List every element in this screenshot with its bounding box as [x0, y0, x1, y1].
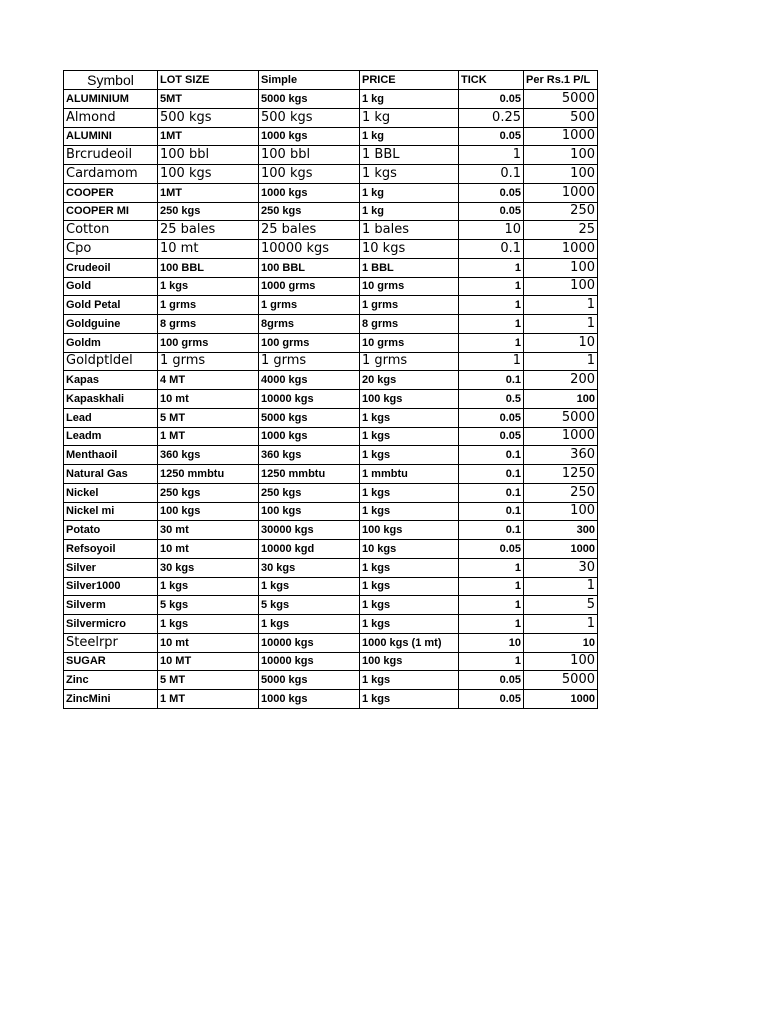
cell-symbol: Almond	[64, 108, 158, 127]
cell-lot-size: 5 MT	[158, 671, 259, 690]
table-row	[64, 558, 598, 577]
cell-per-pl: 1	[524, 352, 598, 371]
cell-per-pl: 1000	[524, 183, 598, 202]
cell-symbol: Goldguine	[64, 315, 158, 334]
cell-lot-size: 4 MT	[158, 371, 259, 390]
cell-tick: 0.1	[459, 521, 524, 540]
table-row	[64, 652, 598, 671]
cell-lot-size: 8 grms	[158, 315, 259, 334]
cell-lot-size: 1 grms	[158, 352, 259, 371]
cell-per-pl: 500	[524, 108, 598, 127]
cell-per-pl: 1	[524, 296, 598, 315]
cell-lot-size: 100 bbl	[158, 146, 259, 165]
cell-symbol: Goldm	[64, 333, 158, 352]
cell-tick: 0.25	[459, 108, 524, 127]
cell-simple: 250 kgs	[259, 483, 360, 502]
cell-per-pl: 200	[524, 371, 598, 390]
cell-lot-size: 5 kgs	[158, 596, 259, 615]
cell-price: 1 kg	[360, 202, 459, 221]
cell-price: 100 kgs	[360, 652, 459, 671]
cell-price: 1 BBL	[360, 146, 459, 165]
cell-tick: 1	[459, 596, 524, 615]
cell-simple: 100 BBL	[259, 258, 360, 277]
cell-lot-size: 10 mt	[158, 540, 259, 559]
cell-tick: 1	[459, 258, 524, 277]
table-row	[64, 315, 598, 334]
cell-per-pl: 250	[524, 483, 598, 502]
cell-tick: 10	[459, 633, 524, 652]
cell-lot-size: 1 kgs	[158, 615, 259, 634]
cell-simple: 5000 kgs	[259, 408, 360, 427]
cell-per-pl: 5	[524, 596, 598, 615]
table-row	[64, 127, 598, 146]
cell-per-pl: 100	[524, 652, 598, 671]
table-row	[64, 296, 598, 315]
table-row	[64, 108, 598, 127]
cell-tick: 1	[459, 352, 524, 371]
cell-simple: 10000 kgs	[259, 390, 360, 409]
cell-price: 20 kgs	[360, 371, 459, 390]
cell-lot-size: 1MT	[158, 127, 259, 146]
cell-tick: 1	[459, 558, 524, 577]
cell-per-pl: 100	[524, 390, 598, 409]
cell-simple: 10000 kgs	[259, 633, 360, 652]
cell-price: 1000 kgs (1 mt)	[360, 633, 459, 652]
cell-price: 100 kgs	[360, 521, 459, 540]
cell-tick: 0.05	[459, 90, 524, 109]
cell-simple: 8grms	[259, 315, 360, 334]
cell-simple: 1 grms	[259, 296, 360, 315]
table-row	[64, 165, 598, 184]
table-row	[64, 577, 598, 596]
commodity-table	[63, 70, 598, 709]
cell-per-pl: 5000	[524, 671, 598, 690]
table-row	[64, 427, 598, 446]
cell-per-pl: 5000	[524, 90, 598, 109]
cell-symbol: Silver	[64, 558, 158, 577]
cell-simple: 1000 kgs	[259, 690, 360, 709]
cell-per-pl: 100	[524, 502, 598, 521]
cell-per-pl: 1000	[524, 540, 598, 559]
header-per-pl: Per Rs.1 P/L	[524, 71, 598, 90]
cell-tick: 1	[459, 146, 524, 165]
cell-symbol: Menthaoil	[64, 446, 158, 465]
table-row	[64, 333, 598, 352]
cell-price: 1 kgs	[360, 558, 459, 577]
cell-simple: 25 bales	[259, 221, 360, 240]
cell-price: 10 kgs	[360, 540, 459, 559]
cell-symbol: Brcrudeoil	[64, 146, 158, 165]
cell-price: 1 kg	[360, 90, 459, 109]
cell-tick: 0.1	[459, 446, 524, 465]
cell-price: 10 kgs	[360, 240, 459, 259]
table-row	[64, 633, 598, 652]
cell-symbol: Steelrpr	[64, 633, 158, 652]
cell-simple: 30 kgs	[259, 558, 360, 577]
cell-price: 1 kgs	[360, 446, 459, 465]
cell-symbol: COOPER	[64, 183, 158, 202]
cell-price: 1 kgs	[360, 502, 459, 521]
cell-price: 1 bales	[360, 221, 459, 240]
cell-price: 1 kgs	[360, 483, 459, 502]
cell-simple: 30000 kgs	[259, 521, 360, 540]
cell-simple: 10000 kgs	[259, 240, 360, 259]
cell-symbol: Nickel mi	[64, 502, 158, 521]
cell-simple: 250 kgs	[259, 202, 360, 221]
cell-lot-size: 100 grms	[158, 333, 259, 352]
header-simple: Simple	[259, 71, 360, 90]
cell-simple: 4000 kgs	[259, 371, 360, 390]
cell-lot-size: 30 mt	[158, 521, 259, 540]
cell-simple: 10000 kgs	[259, 652, 360, 671]
table-row	[64, 240, 598, 259]
cell-per-pl: 1000	[524, 427, 598, 446]
cell-tick: 0.05	[459, 202, 524, 221]
cell-per-pl: 5000	[524, 408, 598, 427]
cell-lot-size: 100 BBL	[158, 258, 259, 277]
cell-per-pl: 1000	[524, 240, 598, 259]
table-row	[64, 183, 598, 202]
cell-simple: 5 kgs	[259, 596, 360, 615]
cell-tick: 0.05	[459, 690, 524, 709]
header-row	[64, 71, 598, 90]
cell-symbol: Leadm	[64, 427, 158, 446]
cell-simple: 5000 kgs	[259, 671, 360, 690]
table-row	[64, 615, 598, 634]
cell-tick: 1	[459, 277, 524, 296]
cell-lot-size: 25 bales	[158, 221, 259, 240]
cell-tick: 0.1	[459, 465, 524, 484]
cell-price: 1 BBL	[360, 258, 459, 277]
cell-lot-size: 1 kgs	[158, 577, 259, 596]
cell-price: 1 kg	[360, 127, 459, 146]
cell-simple: 100 kgs	[259, 165, 360, 184]
cell-simple: 360 kgs	[259, 446, 360, 465]
cell-symbol: ALUMINIUM	[64, 90, 158, 109]
cell-price: 1 grms	[360, 352, 459, 371]
table-row	[64, 596, 598, 615]
cell-tick: 0.05	[459, 427, 524, 446]
cell-tick: 1	[459, 296, 524, 315]
cell-lot-size: 30 kgs	[158, 558, 259, 577]
cell-symbol: Kapaskhali	[64, 390, 158, 409]
table-row	[64, 483, 598, 502]
cell-lot-size: 1 MT	[158, 427, 259, 446]
cell-lot-size: 1MT	[158, 183, 259, 202]
cell-tick: 0.05	[459, 408, 524, 427]
cell-symbol: Kapas	[64, 371, 158, 390]
cell-symbol: Cotton	[64, 221, 158, 240]
cell-per-pl: 300	[524, 521, 598, 540]
cell-symbol: Zinc	[64, 671, 158, 690]
cell-price: 1 kgs	[360, 690, 459, 709]
cell-tick: 0.5	[459, 390, 524, 409]
cell-lot-size: 1250 mmbtu	[158, 465, 259, 484]
cell-tick: 0.1	[459, 165, 524, 184]
cell-simple: 100 kgs	[259, 502, 360, 521]
cell-tick: 0.1	[459, 240, 524, 259]
cell-per-pl: 1000	[524, 127, 598, 146]
table-row	[64, 446, 598, 465]
cell-tick: 1	[459, 315, 524, 334]
cell-price: 1 grms	[360, 296, 459, 315]
cell-simple: 1000 kgs	[259, 427, 360, 446]
cell-per-pl: 1	[524, 315, 598, 334]
cell-tick: 1	[459, 577, 524, 596]
cell-symbol: Silver1000	[64, 577, 158, 596]
cell-symbol: Gold Petal	[64, 296, 158, 315]
cell-symbol: ALUMINI	[64, 127, 158, 146]
cell-per-pl: 25	[524, 221, 598, 240]
cell-simple: 100 grms	[259, 333, 360, 352]
cell-symbol: Crudeoil	[64, 258, 158, 277]
cell-lot-size: 1 MT	[158, 690, 259, 709]
table-row	[64, 258, 598, 277]
cell-price: 1 kgs	[360, 596, 459, 615]
cell-price: 1 kg	[360, 183, 459, 202]
cell-per-pl: 360	[524, 446, 598, 465]
cell-price: 1 kgs	[360, 577, 459, 596]
cell-per-pl: 100	[524, 277, 598, 296]
cell-tick: 0.05	[459, 183, 524, 202]
cell-symbol: Goldptldel	[64, 352, 158, 371]
cell-symbol: Silverm	[64, 596, 158, 615]
cell-simple: 1000 kgs	[259, 183, 360, 202]
cell-per-pl: 100	[524, 258, 598, 277]
cell-symbol: Silvermicro	[64, 615, 158, 634]
cell-per-pl: 1	[524, 615, 598, 634]
table-row	[64, 408, 598, 427]
table-row	[64, 690, 598, 709]
cell-price: 1 kgs	[360, 615, 459, 634]
cell-simple: 1000 grms	[259, 277, 360, 296]
cell-simple: 500 kgs	[259, 108, 360, 127]
cell-tick: 0.05	[459, 127, 524, 146]
cell-price: 1 kg	[360, 108, 459, 127]
table-row	[64, 202, 598, 221]
cell-simple: 1 grms	[259, 352, 360, 371]
cell-per-pl: 10	[524, 633, 598, 652]
cell-lot-size: 10 mt	[158, 390, 259, 409]
cell-lot-size: 100 kgs	[158, 165, 259, 184]
cell-per-pl: 250	[524, 202, 598, 221]
cell-simple: 1000 kgs	[259, 127, 360, 146]
cell-price: 10 grms	[360, 333, 459, 352]
cell-tick: 0.05	[459, 540, 524, 559]
cell-lot-size: 10 mt	[158, 240, 259, 259]
header-tick: TICK	[459, 71, 524, 90]
table-row	[64, 277, 598, 296]
cell-symbol: ZincMini	[64, 690, 158, 709]
cell-simple: 1250 mmbtu	[259, 465, 360, 484]
cell-symbol: Potato	[64, 521, 158, 540]
cell-lot-size: 10 MT	[158, 652, 259, 671]
cell-price: 8 grms	[360, 315, 459, 334]
cell-price: 1 kgs	[360, 165, 459, 184]
table-row	[64, 146, 598, 165]
cell-per-pl: 10	[524, 333, 598, 352]
cell-lot-size: 100 kgs	[158, 502, 259, 521]
cell-tick: 0.05	[459, 671, 524, 690]
cell-price: 1 kgs	[360, 427, 459, 446]
cell-symbol: COOPER MI	[64, 202, 158, 221]
cell-simple: 5000 kgs	[259, 90, 360, 109]
table-row	[64, 671, 598, 690]
table-row	[64, 390, 598, 409]
cell-tick: 0.1	[459, 371, 524, 390]
table-row	[64, 465, 598, 484]
cell-price: 1 kgs	[360, 408, 459, 427]
cell-tick: 10	[459, 221, 524, 240]
cell-tick: 0.1	[459, 483, 524, 502]
cell-lot-size: 1 kgs	[158, 277, 259, 296]
cell-simple: 100 bbl	[259, 146, 360, 165]
cell-per-pl: 1250	[524, 465, 598, 484]
cell-price: 10 grms	[360, 277, 459, 296]
cell-price: 1 kgs	[360, 671, 459, 690]
cell-per-pl: 1000	[524, 690, 598, 709]
cell-lot-size: 1 grms	[158, 296, 259, 315]
cell-symbol: Natural Gas	[64, 465, 158, 484]
cell-lot-size: 5 MT	[158, 408, 259, 427]
cell-per-pl: 100	[524, 165, 598, 184]
cell-per-pl: 30	[524, 558, 598, 577]
table-row	[64, 540, 598, 559]
cell-symbol: Refsoyoil	[64, 540, 158, 559]
header-price: PRICE	[360, 71, 459, 90]
cell-lot-size: 500 kgs	[158, 108, 259, 127]
cell-per-pl: 100	[524, 146, 598, 165]
cell-lot-size: 10 mt	[158, 633, 259, 652]
cell-simple: 10000 kgd	[259, 540, 360, 559]
table-row	[64, 502, 598, 521]
cell-simple: 1 kgs	[259, 577, 360, 596]
cell-symbol: Nickel	[64, 483, 158, 502]
cell-lot-size: 360 kgs	[158, 446, 259, 465]
cell-tick: 0.1	[459, 502, 524, 521]
cell-price: 100 kgs	[360, 390, 459, 409]
table-row	[64, 352, 598, 371]
cell-symbol: SUGAR	[64, 652, 158, 671]
cell-lot-size: 5MT	[158, 90, 259, 109]
cell-lot-size: 250 kgs	[158, 202, 259, 221]
cell-tick: 1	[459, 652, 524, 671]
cell-per-pl: 1	[524, 577, 598, 596]
cell-tick: 1	[459, 333, 524, 352]
header-lot-size: LOT SIZE	[158, 71, 259, 90]
cell-symbol: Lead	[64, 408, 158, 427]
cell-simple: 1 kgs	[259, 615, 360, 634]
cell-symbol: Cpo	[64, 240, 158, 259]
table-row	[64, 521, 598, 540]
cell-lot-size: 250 kgs	[158, 483, 259, 502]
table-row	[64, 221, 598, 240]
header-symbol: Symbol	[64, 71, 158, 90]
cell-symbol: Gold	[64, 277, 158, 296]
table-row	[64, 90, 598, 109]
cell-symbol: Cardamom	[64, 165, 158, 184]
cell-tick: 1	[459, 615, 524, 634]
cell-price: 1 mmbtu	[360, 465, 459, 484]
table-row	[64, 371, 598, 390]
